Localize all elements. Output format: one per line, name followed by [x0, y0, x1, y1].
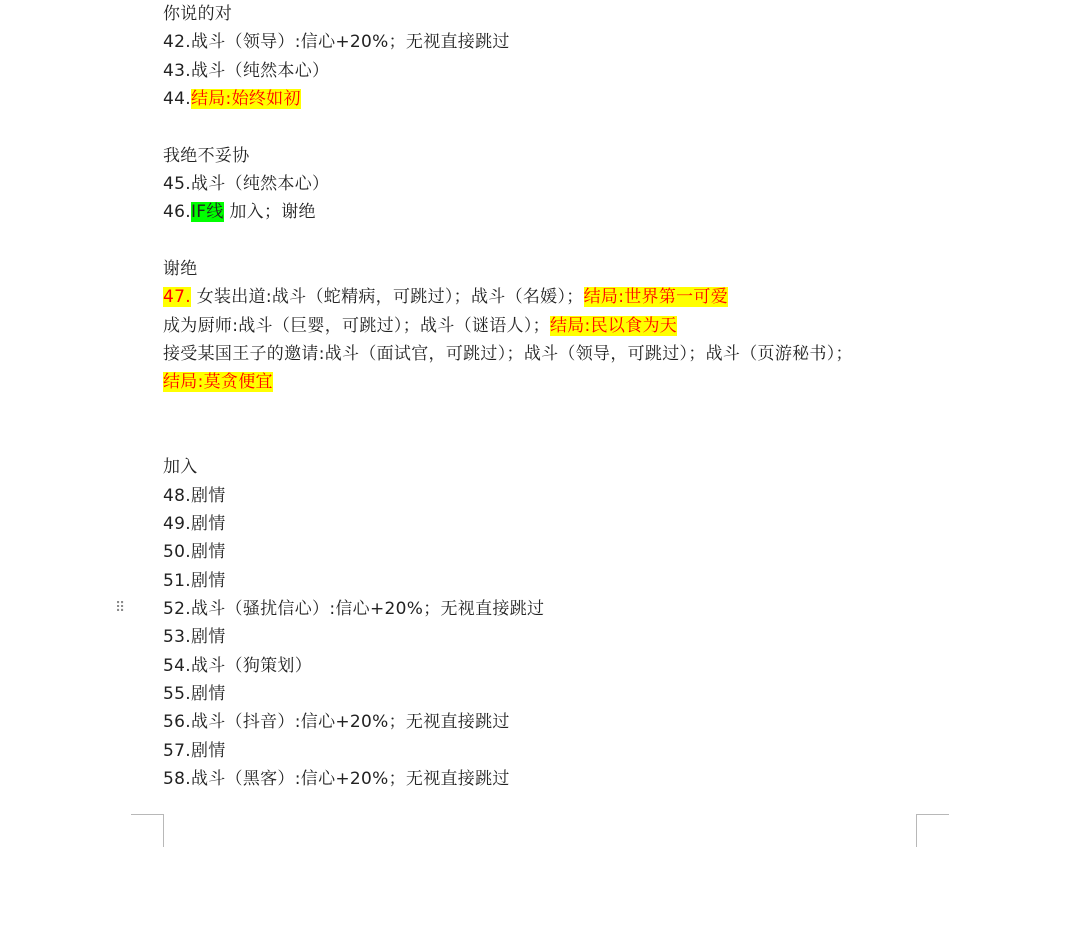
item-number: 55. — [163, 683, 191, 704]
section-heading-no-compromise — [163, 142, 923, 170]
list-item-42 — [163, 28, 923, 56]
list-item-57 — [163, 737, 923, 765]
item-text: 剧情 — [190, 683, 226, 704]
item-number: 54. — [163, 655, 191, 676]
list-item-50 — [163, 538, 923, 566]
list-item-46 — [163, 198, 923, 226]
section-heading-text: 谢绝 — [163, 258, 198, 279]
item-number: 46. — [163, 202, 191, 223]
item-text: 战斗（狗策划） — [190, 655, 313, 676]
item-text: 战斗（抖音）:信心+20%；无视直接跳过 — [190, 712, 510, 733]
ending-highlight: 结局:始终如初 — [190, 88, 301, 109]
item-text: 剧情 — [190, 740, 226, 761]
section-heading-join — [163, 453, 923, 481]
item-number-highlight: 47. — [163, 287, 191, 308]
item-text: 剧情 — [190, 542, 226, 563]
branch-prince-ending — [163, 368, 923, 396]
item-number: 45. — [163, 173, 191, 194]
item-number: 48. — [163, 485, 191, 506]
blank-line — [163, 113, 923, 141]
section-heading-intro — [163, 0, 923, 28]
list-item-43 — [163, 57, 923, 85]
drag-handle-icon[interactable]: ⠿ — [115, 600, 124, 616]
item-text: 剧情 — [190, 485, 226, 506]
blank-line — [163, 227, 923, 255]
document-body — [163, 0, 923, 793]
item-text: 接受某国王子的邀请:战斗（面试官，可跳过）；战斗（领导，可跳过）；战斗（页游秘书）； — [163, 343, 853, 364]
list-item-58 — [163, 765, 923, 793]
item-number: 43. — [163, 60, 191, 81]
item-number: 42. — [163, 32, 191, 53]
list-item-44 — [163, 85, 923, 113]
item-number: 56. — [163, 712, 191, 733]
item-text: 剧情 — [190, 570, 226, 591]
item-number: 53. — [163, 627, 191, 648]
list-item-49 — [163, 510, 923, 538]
item-text: 女装出道:战斗（蛇精病，可跳过）；战斗（名媛）； — [196, 287, 584, 308]
list-item-48 — [163, 482, 923, 510]
item-text: 战斗（纯然本心） — [190, 60, 330, 81]
item-number: 58. — [163, 768, 191, 789]
list-item-45 — [163, 170, 923, 198]
list-item-53 — [163, 623, 923, 651]
list-item-55 — [163, 680, 923, 708]
item-number: 44. — [163, 88, 191, 109]
item-number: 52. — [163, 598, 191, 619]
section-heading-text: 你说的对 — [163, 4, 233, 24]
item-text: 战斗（领导）:信心+20%；无视直接跳过 — [190, 32, 510, 53]
blank-line — [163, 397, 923, 425]
ending-highlight: 结局:世界第一可爱 — [583, 287, 729, 308]
item-text: 战斗（纯然本心） — [190, 173, 330, 194]
item-text: 战斗（骚扰信心）:信心+20%；无视直接跳过 — [190, 598, 545, 619]
list-item-47 — [163, 283, 923, 311]
item-number: 51. — [163, 570, 191, 591]
page-corner-mark-left — [131, 814, 164, 847]
branch-prince — [163, 340, 923, 368]
ending-highlight: 结局:民以食为天 — [549, 315, 678, 336]
page-corner-mark-right — [916, 814, 949, 847]
ending-highlight: 结局:莫贪便宜 — [163, 372, 273, 393]
section-heading-text: 加入 — [163, 457, 198, 478]
item-text: 成为厨师:战斗（巨婴，可跳过）；战斗（谜语人）； — [163, 315, 550, 336]
blank-line — [163, 425, 923, 453]
item-number: 57. — [163, 740, 191, 761]
branch-chef — [163, 312, 923, 340]
item-text: 战斗（黑客）:信心+20%；无视直接跳过 — [190, 768, 510, 789]
section-heading-text: 我绝不妥协 — [163, 145, 250, 166]
item-number: 49. — [163, 513, 191, 534]
section-heading-decline — [163, 255, 923, 283]
list-item-54 — [163, 652, 923, 680]
item-text: 剧情 — [190, 627, 226, 648]
if-line-highlight: IF线 — [190, 202, 224, 223]
list-item-56 — [163, 708, 923, 736]
item-text: 剧情 — [190, 513, 226, 534]
list-item-51 — [163, 567, 923, 595]
item-text: 加入；谢绝 — [229, 202, 316, 223]
list-item-52 — [163, 595, 923, 623]
item-number: 50. — [163, 542, 191, 563]
